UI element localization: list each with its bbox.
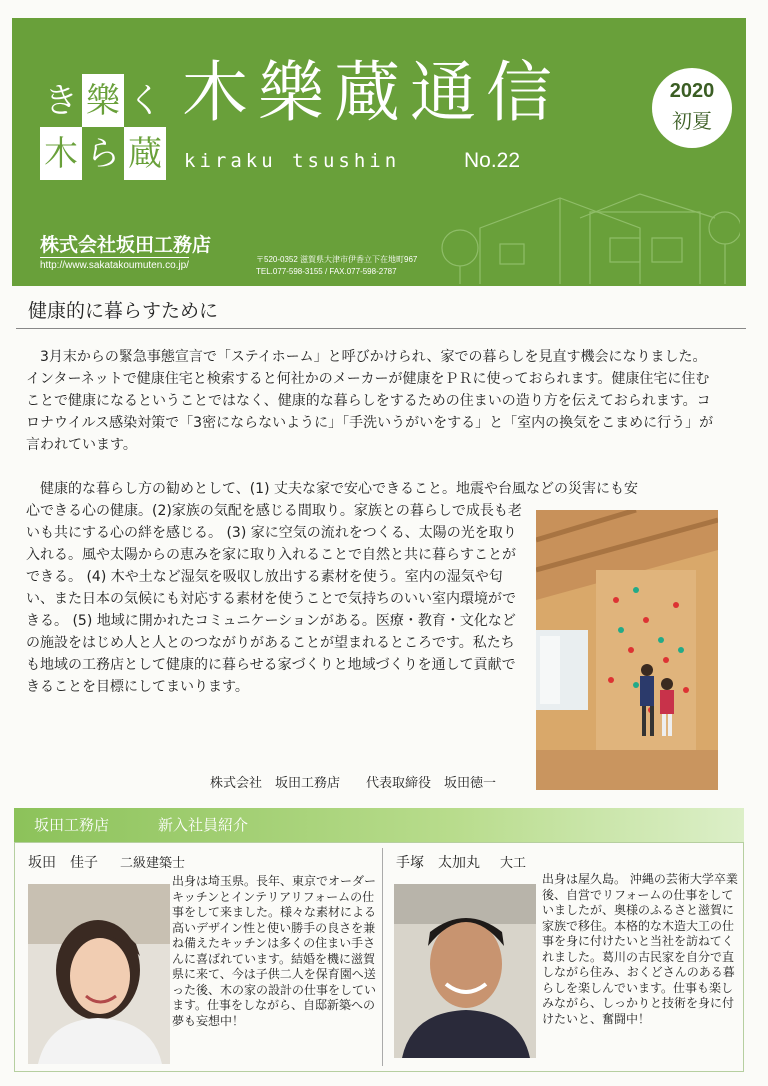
house-illustration <box>440 168 740 284</box>
staff-role: 二級建築士 <box>120 856 186 871</box>
company-phone: TEL.077-598-3155 / FAX.077-598-2787 <box>256 267 397 276</box>
article-paragraph: 3月末からの緊急事態宣言で「ステイホーム」と呼びかけられ、家での暮らしを見直す機会になりました。インターネットで健康住宅と検索すると何社かのメーカーが健康をＰＲに使っておられます。健康住宅に住むことで健康になるということではなく、健康的な暮らしをするための住まいの造り方を伝えておられます。コロナウイルス感染対策で「3密にならないように」「手洗いうがいをする」と「室内の換気をこまめに行う」が言われています。 <box>26 349 714 453</box>
section-header-bar <box>14 808 744 842</box>
brand-logo <box>40 74 166 180</box>
section-label-title: 新入社員紹介 <box>158 816 249 834</box>
logo-char: ら <box>86 133 120 174</box>
staff-bio: 出身は屋久島。 沖縄の芸術大学卒業後、自営でリフォームの仕事をしていましたが、奥様のふるさと滋賀に家族で移住。本格的な木造大工の仕事を身に付けたいと当社を訪ねてくれました。葛川の古民家を自分で直しながら住み、おくどさんのある暮らしを楽しんでいます。仕事も楽しみながら、しっかりと技術を身に付けたいと、奮闘中！ <box>542 872 738 1026</box>
article-paragraph: 健康的な暮らし方の勧めとして、(1) 丈夫な家で安心できること。地震や台風などの災害にも安 <box>40 481 638 497</box>
section-label-company: 坂田工務店 <box>34 816 110 834</box>
title-divider <box>16 328 746 329</box>
article-signature: 株式会社 坂田工務店 代表取締役 坂田徳一 <box>210 776 497 791</box>
season-badge <box>652 68 732 148</box>
staff-photo-tezuka <box>394 884 536 1058</box>
logo-char: き <box>44 80 78 121</box>
company-name: 株式会社坂田工務店 <box>40 234 212 256</box>
column-divider <box>382 848 383 1066</box>
staff-name: 手塚 太加丸 <box>396 855 480 871</box>
issue-number: No.22 <box>464 149 521 172</box>
newsletter-subtitle: kiraku tsushin <box>184 150 401 172</box>
staff-role: 大工 <box>500 856 527 871</box>
staff-bio: 出身は埼玉県。長年、東京でオーダーキッチンとインテリアリフォームの仕事をして来ました。様々な素材による高いデザイン性と使い勝手の良さを兼ね備えたキッチンは多くの住まい手さんに喜ばれています。結婚を機に滋賀県に来て、今は子供二人を保育園へ送った後、木の家の設計の仕事をしています。仕事をしながら、自邸新築への夢も妄想中！ <box>172 874 377 1028</box>
newsletter-title: 木樂蔵通信 <box>182 54 562 131</box>
article-paragraph: 心できる心の健康。(2)家族の気配を感じる間取り。家族との暮らしで成長も老いも共にする心の絆を感じる。 (3) 家に空気の流れをつくる、太陽の光を取り入れる。風や太陽からの恵みを家に取り入れることで自然と共に暮らすことができる。 (4) 木や土など湿気を吸収し放出する素材を使う。室内の湿気や匂い、また日本の気候にも対応する素材を使うことで気持ちのいい室内環境ができる。 (5) 地域に開かれたコミュニケーションがある。医療・教育・文化などの施設をはじめ人と人とのつながりがあることが望まれるところです。私たちも地域の工務店として健康的に暮らせる家づくりと地域づくりを通して貢献できることを目標にしてまいります。 <box>26 503 522 695</box>
logo-char: 木 <box>40 127 82 180</box>
staff-name: 坂田 佳子 <box>28 855 98 871</box>
logo-char: 樂 <box>82 74 124 127</box>
badge-season: 初夏 <box>672 109 712 133</box>
logo-char: 蔵 <box>124 127 166 180</box>
company-url[interactable]: http://www.sakatakoumuten.co.jp/ <box>40 257 189 271</box>
article-title: 健康的に暮らすために <box>28 300 219 322</box>
logo-char: く <box>128 80 162 121</box>
company-address: 〒520-0352 滋賀県大津市伊香立下在地町967 <box>256 255 418 264</box>
climbing-wall-photo <box>536 510 718 790</box>
staff-photo-sakata <box>28 884 170 1064</box>
badge-year: 2020 <box>669 80 715 102</box>
